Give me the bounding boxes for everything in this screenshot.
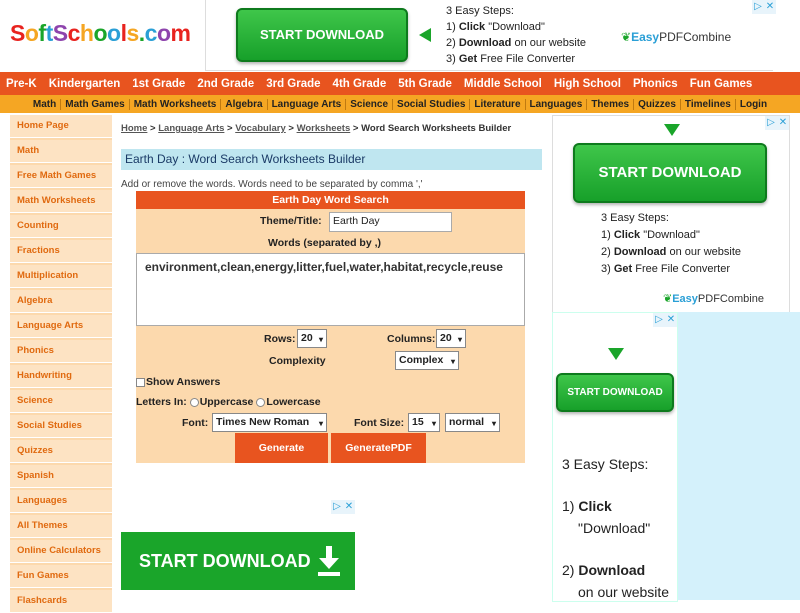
secondary-nav-item[interactable]: Science bbox=[346, 99, 393, 110]
rows-select[interactable]: 20 ▾ bbox=[297, 329, 327, 348]
right-ad-2-step-2-rest: on our website bbox=[578, 584, 670, 600]
top-ad-step-2: 2) Download on our website bbox=[446, 37, 587, 49]
columns-label: Columns: bbox=[387, 333, 436, 345]
primary-nav-item[interactable]: Phonics bbox=[632, 77, 678, 90]
right-ad-2-step-1-rest: "Download" bbox=[578, 520, 651, 536]
right-ad-2[interactable] bbox=[552, 312, 678, 602]
right-ad-1-step-2: 2) Download on our website bbox=[601, 246, 742, 258]
primary-nav-item[interactable]: 2nd Grade bbox=[197, 77, 255, 90]
show-answers[interactable]: Show Answers bbox=[136, 376, 220, 388]
font-label: Font: bbox=[182, 417, 209, 429]
secondary-nav-item[interactable]: Timelines bbox=[681, 99, 736, 110]
secondary-nav-item[interactable]: Algebra bbox=[221, 99, 267, 110]
sidebar bbox=[10, 115, 112, 606]
sidebar-item[interactable]: Social Studies bbox=[10, 415, 112, 438]
breadcrumb-home[interactable]: Home bbox=[121, 123, 148, 134]
font-size-label: Font Size: bbox=[354, 417, 405, 429]
right-ad-2-controls bbox=[653, 313, 677, 327]
right-ad-2-steps bbox=[562, 453, 669, 603]
breadcrumb: Home > Language Arts > Vocabulary > Worksheets > Word Search Worksheets Builder bbox=[121, 123, 512, 134]
logo-letter: o bbox=[93, 20, 108, 46]
logo-letter: f bbox=[38, 20, 46, 46]
sidebar-item[interactable]: Phonics bbox=[10, 340, 112, 363]
right-ad-1-step-1: 1) Click "Download" bbox=[601, 229, 700, 241]
secondary-nav-item[interactable]: Math Worksheets bbox=[130, 99, 222, 110]
right-ad-1-steps bbox=[601, 210, 741, 278]
right-ad-1[interactable] bbox=[552, 115, 790, 313]
uppercase-radio[interactable] bbox=[190, 398, 199, 407]
primary-nav bbox=[0, 72, 800, 95]
secondary-nav-item[interactable]: Login bbox=[739, 98, 768, 110]
ad-info-icon[interactable]: ▷ bbox=[653, 313, 665, 327]
chevron-down-icon: ▾ bbox=[318, 335, 323, 344]
word-search-form bbox=[136, 191, 525, 463]
leaf-icon: ❦ bbox=[621, 30, 632, 44]
top-ad-controls bbox=[752, 0, 776, 14]
sidebar-item[interactable]: Multiplication bbox=[10, 265, 112, 288]
theme-input[interactable]: Earth Day bbox=[329, 212, 452, 232]
top-ad-step-3: 3) Get Free File Converter bbox=[446, 53, 575, 65]
logo-letter: m bbox=[170, 20, 191, 46]
logo-letter: c bbox=[67, 20, 80, 46]
site-header bbox=[0, 0, 800, 70]
right-ad-1-start-download-button[interactable]: START DOWNLOAD bbox=[573, 143, 767, 203]
chevron-down-icon: ▾ bbox=[450, 357, 455, 366]
chevron-down-icon: ▾ bbox=[491, 419, 496, 428]
ad-close-icon[interactable]: ✕ bbox=[765, 1, 775, 12]
breadcrumb-vocabulary[interactable]: Vocabulary bbox=[235, 123, 286, 134]
right-ad-1-step-3: 3) Get Free File Converter bbox=[601, 263, 730, 275]
font-select[interactable]: Times New Roman ▾ bbox=[212, 413, 327, 432]
primary-nav-item[interactable]: 4th Grade bbox=[332, 77, 387, 90]
secondary-nav-item[interactable]: Quizzes bbox=[634, 99, 681, 110]
logo-letter: c bbox=[144, 20, 157, 46]
theme-label: Theme/Title: bbox=[260, 215, 322, 227]
logo-letter: t bbox=[45, 20, 53, 46]
ad-close-icon[interactable]: ✕ bbox=[344, 501, 354, 512]
columns-select[interactable]: 20 ▾ bbox=[436, 329, 466, 348]
logo-letter: . bbox=[138, 20, 145, 46]
right-ad-1-controls bbox=[765, 116, 789, 130]
sidebar-item[interactable]: Language Arts bbox=[10, 315, 112, 338]
right-ad-2-step-1: 1) Click bbox=[562, 498, 612, 514]
chevron-down-icon: ▾ bbox=[318, 419, 323, 428]
sidebar-item[interactable]: Home Page bbox=[10, 115, 112, 138]
top-ad-steps bbox=[446, 3, 586, 67]
ad-info-icon[interactable]: ▷ bbox=[331, 500, 343, 514]
secondary-nav-item[interactable]: Math bbox=[29, 99, 61, 110]
top-ad-start-download-button[interactable]: START DOWNLOAD bbox=[236, 8, 408, 62]
generate-button[interactable]: Generate bbox=[235, 433, 328, 463]
breadcrumb-worksheets[interactable]: Worksheets bbox=[296, 123, 351, 134]
logo-letter: s bbox=[126, 20, 139, 46]
top-banner-ad[interactable] bbox=[205, 0, 773, 71]
bottom-ad-start-download-button[interactable]: START DOWNLOAD bbox=[121, 532, 355, 590]
primary-nav-item[interactable]: 1st Grade bbox=[132, 77, 186, 90]
top-ad-steps-title: 3 Easy Steps: bbox=[446, 5, 514, 17]
primary-nav-item[interactable]: High School bbox=[553, 77, 621, 90]
complexity-select[interactable]: Complex ▾ bbox=[395, 351, 459, 370]
secondary-nav-item[interactable]: Languages bbox=[526, 99, 588, 110]
sidebar-item[interactable]: Math Worksheets bbox=[10, 190, 112, 213]
words-textarea[interactable]: environment,clean,energy,litter,fuel,water,habitat,recycle,reuse bbox=[136, 253, 525, 326]
download-arrow-icon bbox=[317, 546, 341, 576]
sidebar-item[interactable]: Quizzes bbox=[10, 440, 112, 463]
bottom-banner-ad[interactable] bbox=[121, 500, 355, 600]
secondary-nav-item[interactable]: Themes bbox=[587, 99, 634, 110]
sidebar-item[interactable]: Free Math Games bbox=[10, 165, 112, 188]
form-header: Earth Day Word Search bbox=[136, 191, 525, 209]
logo-letter: S bbox=[52, 20, 68, 46]
rows-label: Rows: bbox=[264, 333, 296, 345]
logo-letter: h bbox=[79, 20, 94, 46]
arrow-left-icon bbox=[419, 28, 431, 42]
right-ad-2-step-2: 2) Download bbox=[562, 562, 646, 578]
sidebar-item[interactable]: Handwriting bbox=[10, 365, 112, 388]
secondary-nav-item[interactable]: Language Arts bbox=[268, 99, 347, 110]
sidebar-item[interactable]: Math bbox=[10, 140, 112, 163]
generate-pdf-button[interactable]: GeneratePDF bbox=[331, 433, 426, 463]
leaf-icon: ❦ bbox=[663, 293, 673, 305]
font-size-select[interactable]: 15 ▾ bbox=[408, 413, 440, 432]
sidebar-item[interactable]: Languages bbox=[10, 490, 112, 513]
secondary-nav-item[interactable]: Social Studies bbox=[393, 99, 470, 110]
primary-nav-item[interactable]: 5th Grade bbox=[398, 77, 452, 90]
letters-in-group: Letters In: Uppercase Lowercase bbox=[136, 396, 321, 408]
sidebar-item[interactable]: Fractions bbox=[10, 240, 112, 263]
ad-close-icon[interactable]: ✕ bbox=[778, 117, 788, 128]
sidebar-item[interactable]: All Themes bbox=[10, 515, 112, 538]
logo-letter: o bbox=[107, 20, 121, 46]
right-ad-2-start-download-button[interactable]: START DOWNLOAD bbox=[556, 373, 674, 412]
logo-letter: S bbox=[10, 20, 25, 46]
ad-info-icon[interactable]: ▷ bbox=[765, 116, 777, 130]
logo-letter: o bbox=[156, 20, 171, 46]
show-answers-checkbox[interactable] bbox=[136, 378, 145, 387]
right-ad-2-steps-title: 3 Easy Steps: bbox=[562, 456, 649, 472]
sidebar-item[interactable]: Algebra bbox=[10, 290, 112, 313]
primary-nav-item[interactable]: 3rd Grade bbox=[266, 77, 321, 90]
primary-nav-item[interactable]: Kindergarten bbox=[48, 77, 121, 90]
page-description: Add or remove the words. Words need to be separated by comma ',' bbox=[121, 179, 423, 190]
breadcrumb-current: Word Search Worksheets Builder bbox=[361, 123, 512, 134]
right-ad-1-steps-title: 3 Easy Steps: bbox=[601, 212, 669, 224]
sidebar-item[interactable]: Counting bbox=[10, 215, 112, 238]
lowercase-radio[interactable] bbox=[256, 398, 265, 407]
logo-letter: l bbox=[120, 20, 127, 46]
right-side-background bbox=[676, 312, 800, 600]
secondary-nav-item[interactable]: Math Games bbox=[61, 99, 129, 110]
top-ad-step-1: 1) Click "Download" bbox=[446, 21, 545, 33]
site-logo[interactable] bbox=[10, 20, 190, 47]
primary-nav-item[interactable]: Pre-K bbox=[6, 77, 37, 90]
sidebar-item[interactable]: Spanish bbox=[10, 465, 112, 488]
sidebar-item[interactable]: Flashcards bbox=[10, 590, 112, 613]
easypdfcombine-logo: ❦EasyPDFCombine bbox=[663, 293, 764, 305]
arrow-down-icon bbox=[664, 124, 680, 136]
chevron-down-icon: ▾ bbox=[431, 419, 436, 428]
logo-letter: o bbox=[24, 20, 39, 46]
page-title: Earth Day : Word Search Worksheets Builder bbox=[121, 149, 542, 170]
sidebar-item[interactable]: Science bbox=[10, 390, 112, 413]
bottom-ad-controls bbox=[331, 500, 355, 514]
ad-info-icon[interactable]: ▷ bbox=[752, 0, 764, 14]
sidebar-item[interactable]: Fun Games bbox=[10, 565, 112, 588]
secondary-nav bbox=[0, 95, 800, 113]
sidebar-item[interactable]: Online Calculators bbox=[10, 540, 112, 563]
secondary-nav-item[interactable]: Literature bbox=[470, 99, 525, 110]
arrow-down-icon bbox=[608, 348, 624, 360]
easypdfcombine-logo: ❦EasyPDFCombine bbox=[621, 30, 732, 44]
primary-nav-item[interactable]: Fun Games bbox=[689, 77, 753, 90]
words-label: Words (separated by ,) bbox=[268, 237, 381, 249]
complexity-label: Complexity bbox=[269, 355, 326, 367]
ad-close-icon[interactable]: ✕ bbox=[666, 314, 676, 325]
font-weight-select[interactable]: normal ▾ bbox=[445, 413, 500, 432]
chevron-down-icon: ▾ bbox=[457, 335, 462, 344]
breadcrumb-language-arts[interactable]: Language Arts bbox=[158, 123, 225, 134]
primary-nav-item[interactable]: Middle School bbox=[463, 77, 542, 90]
